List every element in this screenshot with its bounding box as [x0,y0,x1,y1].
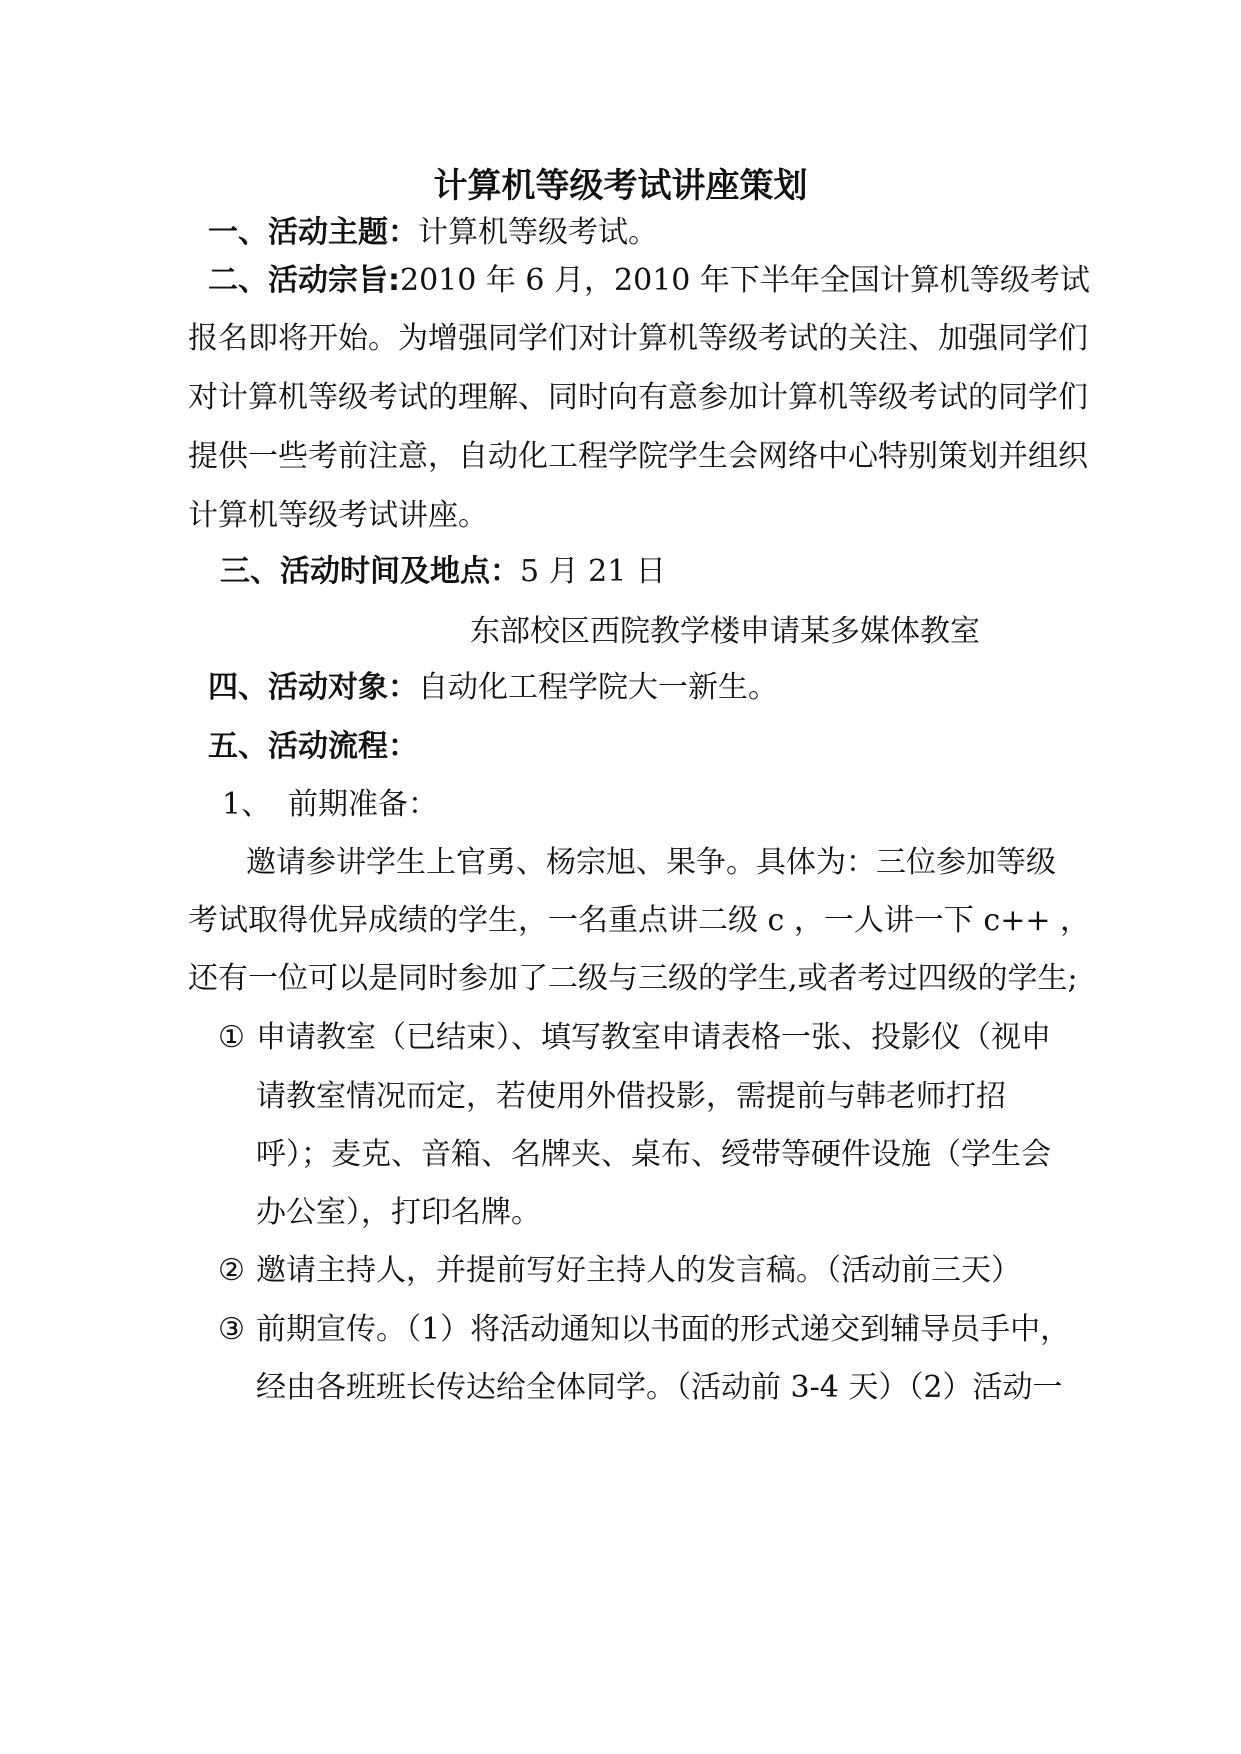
list-item-line: 申请教室（已结束）、填写教室申请表格一张、投影仪（视申 [256,1020,1051,1055]
list-item-line: 前期宣传。（1）将活动通知以书面的形式递交到辅导员手中， [256,1312,1071,1347]
section-theme [208,213,1241,253]
paragraph-line: 邀请参讲学生上官勇、杨宗旭、果争。具体为：三位参加等级 [246,845,1056,880]
section-purpose-label: 二、活动宗旨 [208,263,388,298]
paragraph-line: 还有一位可以是同时参加了二级与三级的学生,或者考过四级的学生; [188,961,1078,996]
paragraph-line: 对计算机等级考试的理解、同时向有意参加计算机等级考试的同学们 [188,380,1088,415]
paragraph-line: 考试取得优异成绩的学生，一名重点讲二级 c ，一人讲一下 c++ ， [188,903,1091,938]
section-theme-sep: ： [388,215,418,250]
list-item-line: 邀请主持人，并提前写好主持人的发言稿。（活动前三天） [256,1253,1021,1288]
section-audience-label: 四、活动对象 [208,670,388,705]
section-time-text: 5 月 21 日 [520,554,666,589]
page-title: 计算机等级考试讲座策划 [433,166,808,206]
paragraph-line: 计算机等级考试讲座。 [188,498,488,533]
list-item-line: 请教室情况而定，若使用外借投影，需提前与韩老师打招 [256,1079,1006,1114]
step-title: 前期准备： [288,787,438,822]
section-process-sep: ： [388,729,418,764]
list-marker: ② [218,1253,245,1288]
section-purpose-first-line: 2010 年 6 月，2010 年下半年全国计算机等级考试 [400,263,1090,298]
list-marker: ③ [218,1312,245,1347]
section-audience-sep: ： [388,670,418,705]
section-theme-text: 计算机等级考试。 [418,215,658,250]
section-purpose-sep: : [388,263,400,298]
list-item-line: 办公室），打印名牌。 [256,1195,541,1230]
section-process [208,727,1241,767]
section-time-sep: ： [490,554,520,589]
section-purpose [208,261,1090,301]
section-theme-label: 一、活动主题 [208,215,388,250]
section-audience-text: 自动化工程学院大一新生。 [418,670,778,705]
section-audience [208,668,1241,708]
section-time-label: 三、活动时间及地点 [220,554,490,589]
list-item-line: 呼）；麦克、音箱、名牌夹、桌布、绶带等硬件设施（学生会 [256,1137,1051,1172]
list-item-line: 经由各班班长传达给全体同学。（活动前 3-4 天）（2）活动一 [256,1370,1063,1405]
paragraph-line: 报名即将开始。为增强同学们对计算机等级考试的关注、加强同学们 [188,321,1088,356]
step-number: 1、 [222,787,272,822]
section-process-label: 五、活动流程 [208,729,388,764]
list-marker: ① [218,1020,245,1055]
paragraph-line: 提供一些考前注意，自动化工程学院学生会网络中心特别策划并组织 [188,439,1088,474]
section-time-place [220,552,1241,592]
section-place-text: 东部校区西院教学楼申请某多媒体教室 [470,614,980,649]
